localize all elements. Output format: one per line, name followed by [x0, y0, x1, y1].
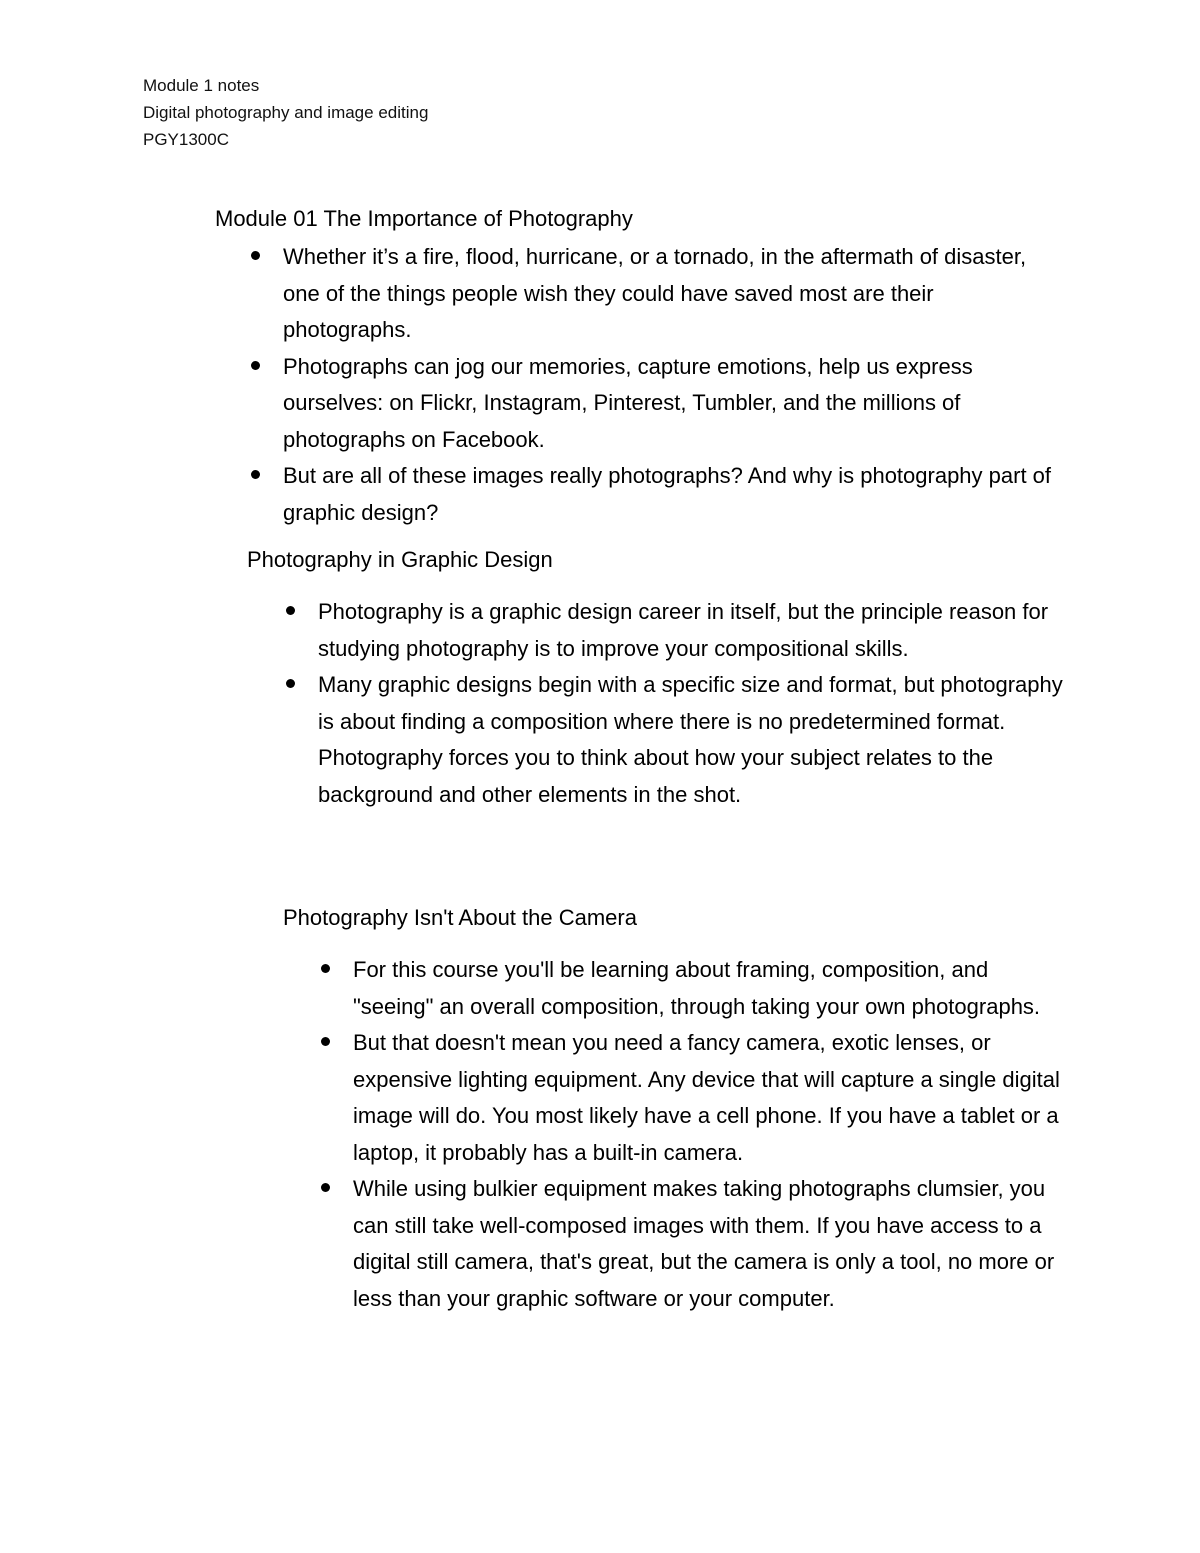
- list-item: [353, 1025, 1073, 1171]
- document-header: [143, 72, 428, 153]
- bullet-dot-icon: [321, 1171, 333, 1208]
- list-item-text: While using bulkier equipment makes taking photographs clumsier, you can still take well-composed images with them. If you have access to a digital still camera, that's great, but the camera is only a tool, no more or less than your graphic software or your computer.: [353, 1176, 1055, 1311]
- list-item: [318, 667, 1070, 813]
- bullet-dot-icon: [286, 667, 298, 704]
- list-item: [353, 952, 1073, 1025]
- header-course-title: Digital photography and image editing: [143, 103, 429, 122]
- bullet-list: [353, 952, 1073, 1317]
- bullet-dot-icon: [321, 1025, 333, 1062]
- list-item: [353, 1171, 1073, 1317]
- list-item: [283, 239, 1065, 349]
- bullet-dot-icon: [321, 952, 333, 989]
- header-course-code: PGY1300C: [143, 130, 229, 149]
- list-item-text: Many graphic designs begin with a specific size and format, but photography is about finding a composition where there is no predetermined format. Photography forces you to think about how your subject relates to the background and other elements in the shot.: [318, 672, 1063, 807]
- section-importance-of-photography: [215, 201, 1075, 531]
- bullet-list: [283, 239, 1065, 531]
- list-item: [318, 594, 1070, 667]
- bullet-dot-icon: [251, 239, 263, 276]
- section-heading: Photography in Graphic Design: [247, 547, 553, 572]
- bullet-dot-icon: [251, 458, 263, 495]
- list-item-text: But are all of these images really photographs? And why is photography part of graphic design?: [283, 463, 1052, 525]
- header-module-label: Module 1 notes: [143, 76, 260, 95]
- section-photography-in-graphic-design: [247, 542, 1107, 813]
- list-item-text: But that doesn't mean you need a fancy camera, exotic lenses, or expensive lighting equipment. Any device that will capture a single digital image will do. You most likely have a cell phone. If you have a tablet or a laptop, it probably has a built-in camera.: [353, 1030, 1060, 1165]
- list-item-text: For this course you'll be learning about framing, composition, and "seeing" an overall composition, through taking your own photographs.: [353, 957, 1041, 1019]
- list-item: [283, 458, 1065, 531]
- section-heading: Photography Isn't About the Camera: [283, 905, 637, 930]
- list-item-text: Photographs can jog our memories, capture emotions, help us express ourselves: on Flickr, Instagram, Pinterest, Tumbler, and the millions of photographs on Facebook.: [283, 353, 973, 452]
- bullet-dot-icon: [286, 594, 298, 631]
- list-item-text: Whether it’s a fire, flood, hurricane, or a tornado, in the aftermath of disaster, one of the things people wish they could have saved most are their photographs.: [283, 244, 1027, 342]
- bullet-dot-icon: [251, 349, 263, 386]
- bullet-list: [318, 594, 1070, 813]
- list-item-text: Photography is a graphic design career in itself, but the principle reason for studying photography is to improve your compositional skills.: [318, 599, 1049, 661]
- section-heading: Module 01 The Importance of Photography: [215, 206, 633, 231]
- section-photography-not-about-camera: [283, 900, 1143, 1317]
- list-item: [283, 349, 1065, 459]
